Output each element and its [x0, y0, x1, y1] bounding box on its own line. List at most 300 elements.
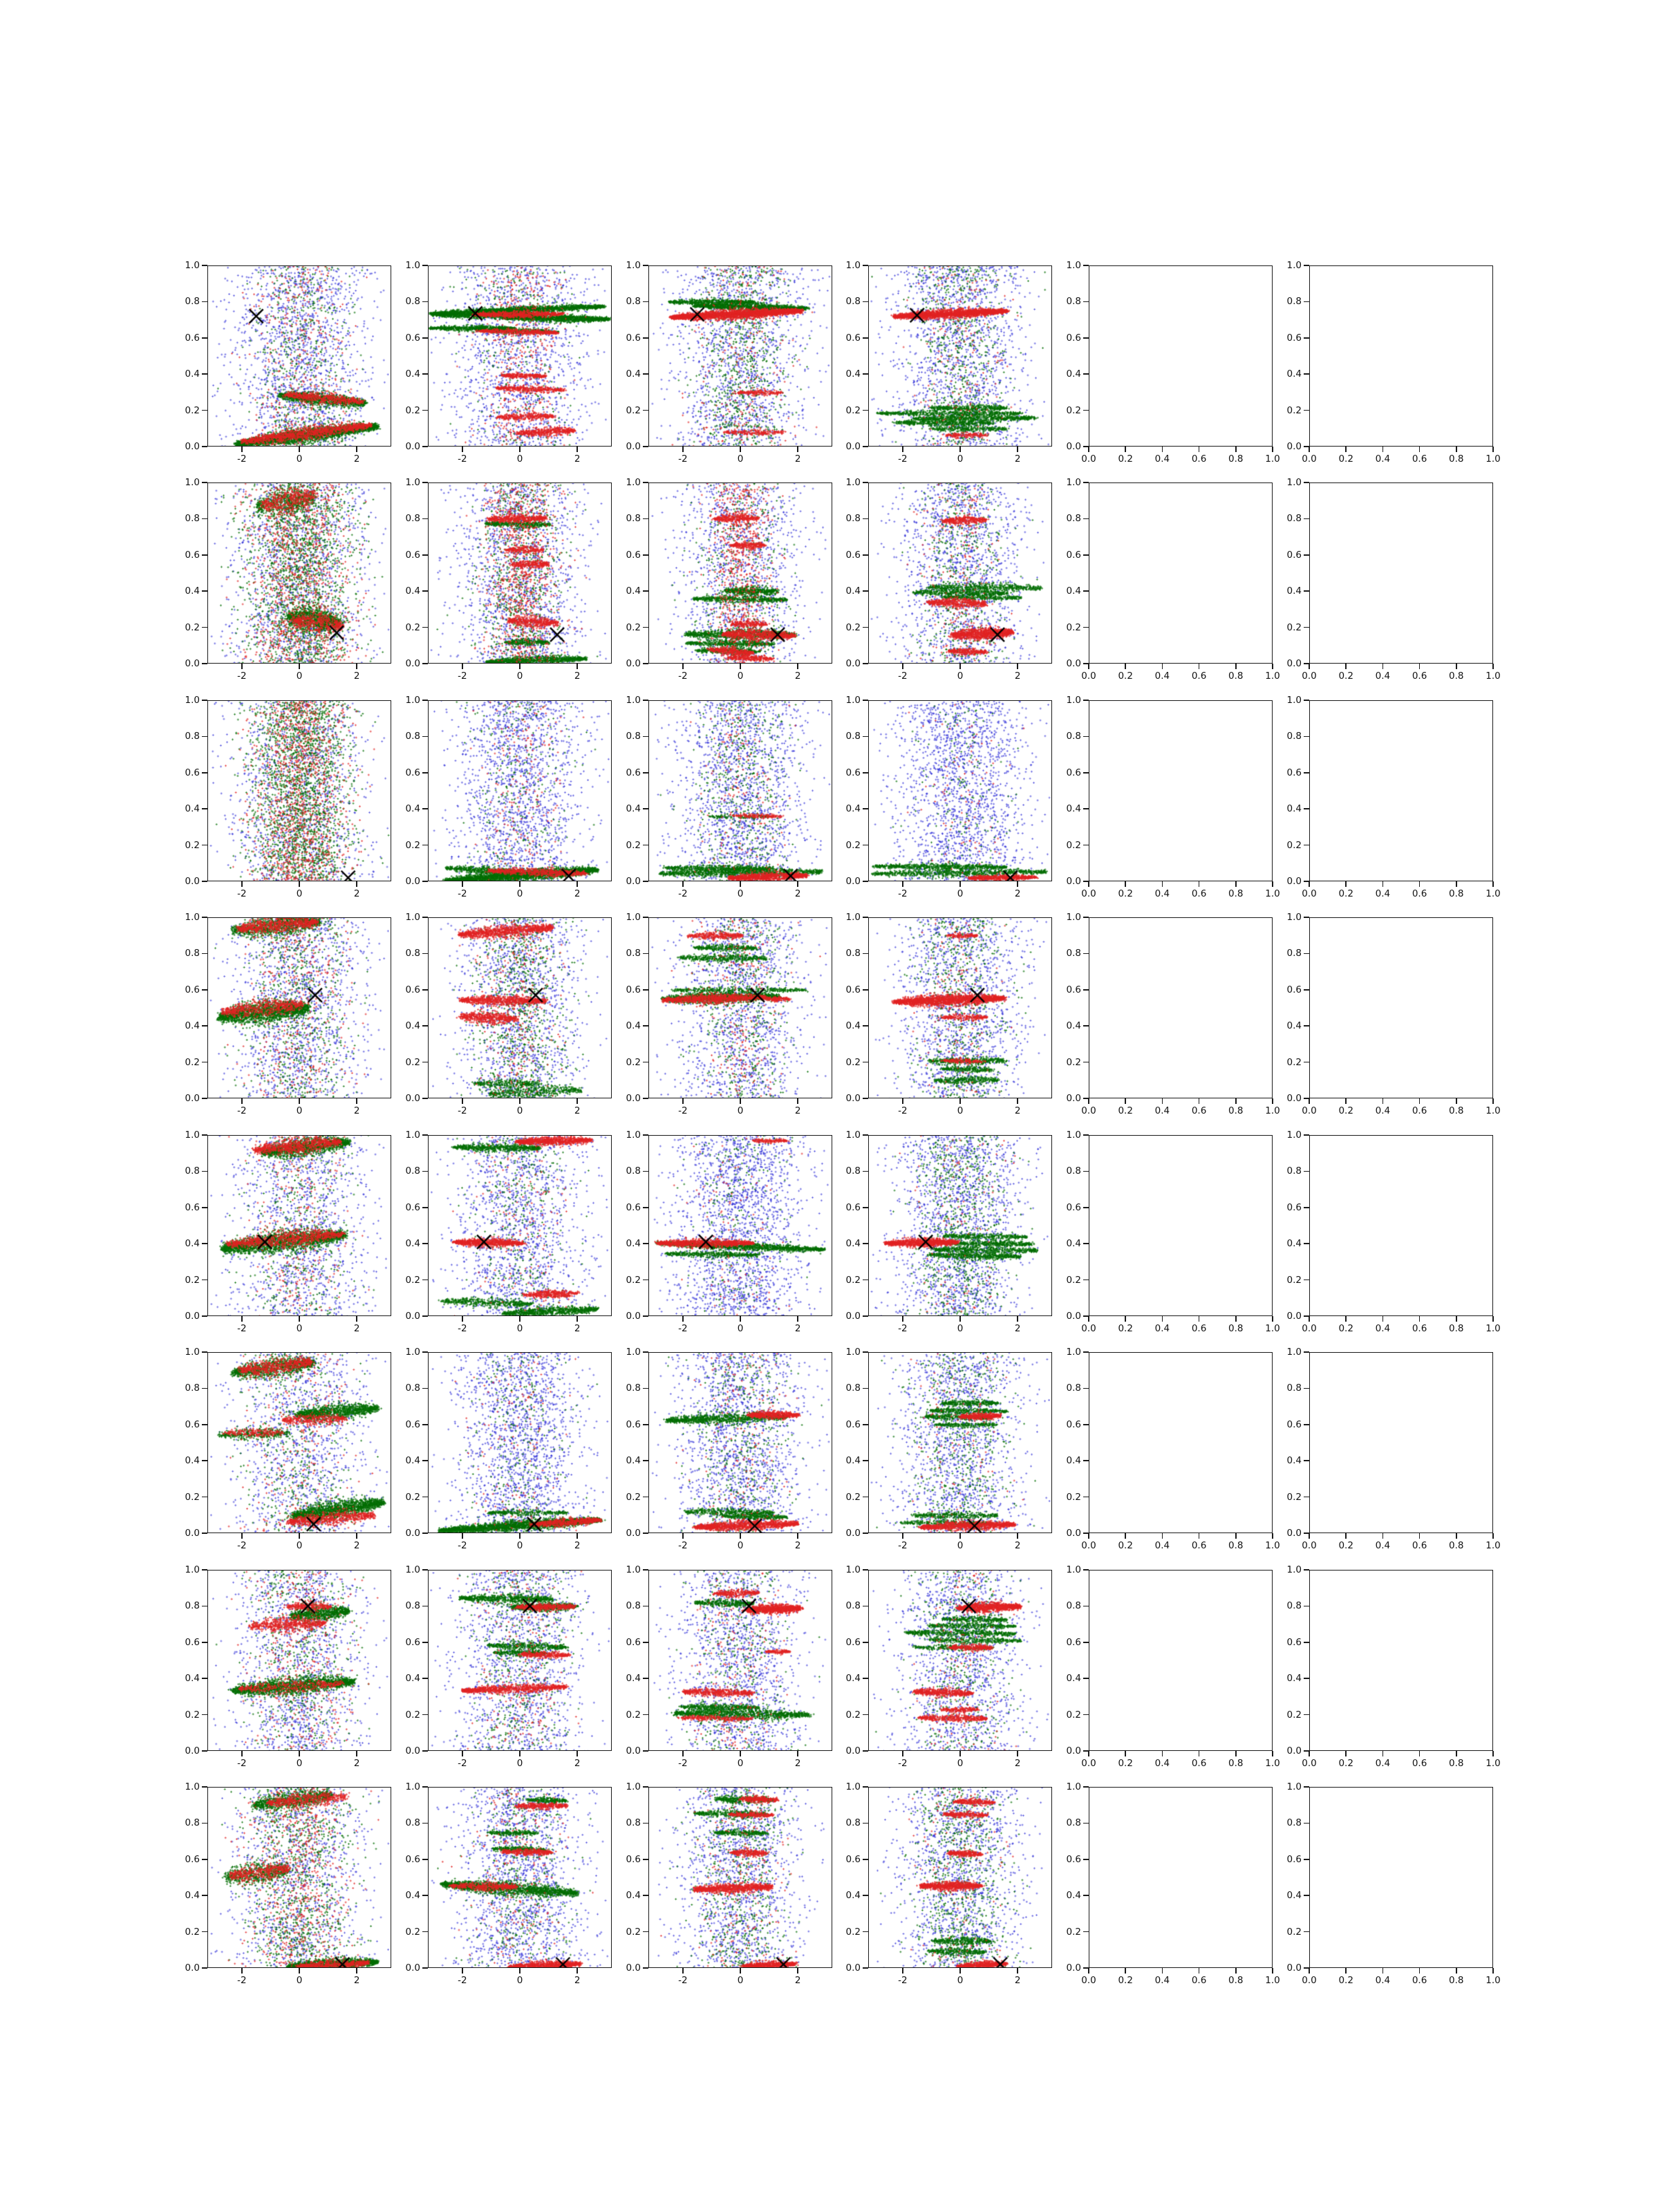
y-tick-mark [422, 1134, 428, 1136]
y-tick-label: 0.4 [185, 803, 200, 815]
y-tick-mark [1304, 700, 1309, 701]
y-tick-mark [1083, 518, 1089, 520]
empty-plot-area [1309, 917, 1493, 1098]
y-tick-mark [422, 1931, 428, 1933]
y-tick-label: 0.0 [845, 1528, 861, 1539]
y-tick-label: 0.0 [185, 1528, 200, 1539]
x-tick-label: -2 [458, 1975, 467, 1986]
y-tick-label: 0.0 [626, 441, 641, 452]
y-tick-label: 0.2 [845, 621, 861, 633]
scatter-plot-area [648, 265, 832, 447]
y-tick-label: 0.0 [405, 876, 420, 887]
y-tick-mark [1083, 1171, 1089, 1172]
y-tick-mark [863, 1714, 868, 1716]
subplot-r6c6 [1286, 1347, 1501, 1551]
y-tick-label: 0.8 [1286, 1600, 1302, 1612]
y-tick-label: 0.8 [405, 1817, 420, 1829]
x-tick-label: 0 [516, 1105, 523, 1116]
y-tick-label: 1.0 [1286, 477, 1302, 488]
x-tick-mark [356, 1098, 357, 1104]
y-tick-label: 0.0 [185, 1745, 200, 1756]
empty-plot-area [1309, 1135, 1493, 1316]
y-tick-label: 0.2 [405, 1274, 420, 1286]
x-tick-label: 0.2 [1338, 888, 1353, 899]
y-tick-mark [643, 373, 648, 375]
empty-plot-area [1089, 1135, 1273, 1316]
x-tick-label: 0.8 [1228, 1540, 1244, 1551]
y-tick-label: 1.0 [185, 477, 200, 488]
y-tick-label: 1.0 [185, 1130, 200, 1141]
y-tick-mark [1304, 1243, 1309, 1244]
y-tick-mark [1304, 1424, 1309, 1425]
x-tick-label: 0.0 [1302, 1105, 1317, 1116]
y-tick-label: 0.0 [845, 658, 861, 669]
y-tick-mark [863, 1931, 868, 1933]
x-tick-label: 1.0 [1265, 1758, 1280, 1769]
x-tick-mark [1419, 447, 1421, 452]
scatter-plot-area [207, 265, 391, 447]
y-tick-mark [1083, 554, 1089, 556]
y-tick-label: 0.2 [845, 1491, 861, 1503]
y-tick-mark [202, 301, 207, 303]
y-tick-mark [863, 808, 868, 809]
x-tick-mark [1017, 881, 1018, 887]
y-tick-mark [1083, 1786, 1089, 1788]
x-tick-label: 1.0 [1485, 1323, 1501, 1334]
y-tick-mark [643, 1388, 648, 1389]
y-tick-label: 0.8 [845, 513, 861, 525]
y-tick-mark [1304, 265, 1309, 266]
scatter-plot-area [207, 1570, 391, 1751]
subplot-r8c1 [185, 1781, 391, 1986]
y-tick-mark [202, 1207, 207, 1208]
y-tick-label: 0.2 [845, 1274, 861, 1286]
y-tick-mark [863, 1171, 868, 1172]
y-tick-mark [643, 1098, 648, 1099]
y-tick-mark [422, 917, 428, 918]
empty-plot-area [1089, 265, 1273, 447]
x-tick-mark [1456, 1751, 1457, 1756]
subplot-r5c6 [1286, 1130, 1501, 1334]
x-tick-label: 2 [574, 453, 581, 465]
scatter-plot-area [207, 1787, 391, 1968]
subplot-r5c4 [845, 1130, 1052, 1334]
x-tick-label: 2 [574, 671, 581, 682]
y-tick-label: 0.2 [405, 839, 420, 851]
y-tick-label: 0.2 [405, 1491, 420, 1503]
y-tick-label: 0.2 [185, 1709, 200, 1721]
y-tick-mark [202, 808, 207, 809]
y-tick-mark [1083, 1931, 1089, 1933]
x-tick-mark [356, 664, 357, 669]
y-tick-label: 1.0 [405, 695, 420, 706]
x-tick-label: 0.6 [1191, 453, 1207, 465]
x-tick-label: 2 [574, 1323, 581, 1334]
y-tick-label: 0.8 [405, 948, 420, 959]
y-tick-label: 0.0 [1066, 876, 1081, 887]
x-tick-label: 2 [794, 888, 801, 899]
y-tick-label: 0.6 [1066, 1853, 1081, 1865]
subplot-r3c6 [1286, 695, 1501, 899]
scatter-plot-area [868, 1352, 1052, 1533]
y-tick-mark [643, 700, 648, 701]
subplot-r6c5 [1066, 1347, 1280, 1551]
x-tick-label: 1.0 [1485, 1105, 1501, 1116]
y-tick-mark [422, 1351, 428, 1353]
y-tick-mark [202, 917, 207, 918]
y-tick-mark [1304, 1351, 1309, 1353]
y-tick-mark [1304, 1497, 1309, 1498]
y-tick-label: 1.0 [845, 1781, 861, 1792]
x-tick-mark [1125, 1751, 1126, 1756]
y-tick-mark [863, 1823, 868, 1824]
y-tick-mark [863, 1062, 868, 1063]
y-tick-label: 0.4 [626, 1890, 641, 1902]
x-tick-mark [1309, 1316, 1310, 1322]
x-tick-label: 2 [1014, 453, 1021, 465]
y-tick-mark [422, 1243, 428, 1244]
x-tick-mark [356, 1533, 357, 1539]
y-tick-label: 0.6 [185, 1418, 200, 1430]
y-tick-mark [643, 1315, 648, 1317]
y-tick-label: 0.4 [1286, 1238, 1302, 1250]
scatter-plot-area [648, 1135, 832, 1316]
y-tick-label: 0.2 [1066, 1056, 1081, 1068]
y-tick-label: 0.2 [1286, 1709, 1302, 1721]
x-tick-label: 0.4 [1375, 1540, 1391, 1551]
y-tick-mark [643, 518, 648, 520]
scatter-plot-area [207, 482, 391, 664]
x-tick-label: 2 [1014, 1758, 1021, 1769]
x-tick-label: -2 [898, 1540, 908, 1551]
x-tick-label: 0.0 [1302, 671, 1317, 682]
y-tick-label: 0.8 [1286, 296, 1302, 308]
x-tick-label: -2 [898, 1105, 908, 1116]
y-tick-label: 0.8 [185, 1600, 200, 1612]
x-tick-mark [1125, 1968, 1126, 1974]
y-tick-label: 0.6 [845, 1201, 861, 1213]
y-tick-mark [1083, 1750, 1089, 1752]
empty-plot-area [1089, 1787, 1273, 1968]
y-tick-mark [643, 1750, 648, 1752]
x-tick-mark [682, 1533, 684, 1539]
y-tick-mark [1304, 337, 1309, 339]
x-tick-mark [1272, 1098, 1273, 1104]
x-tick-mark [1492, 1533, 1494, 1539]
x-tick-label: 1.0 [1265, 1975, 1280, 1986]
x-tick-mark [1345, 1751, 1347, 1756]
y-tick-mark [1083, 627, 1089, 628]
x-tick-mark [299, 664, 300, 669]
y-tick-mark [863, 845, 868, 846]
y-tick-label: 0.6 [1066, 332, 1081, 344]
x-tick-label: 0.0 [1081, 1323, 1096, 1334]
x-tick-mark [1235, 1751, 1237, 1756]
x-tick-label: 0 [516, 1758, 523, 1769]
y-tick-mark [202, 1062, 207, 1063]
x-tick-mark [682, 1098, 684, 1104]
y-tick-label: 0.0 [405, 441, 420, 452]
x-tick-mark [1382, 664, 1384, 669]
empty-plot-area [1309, 265, 1493, 447]
x-tick-mark [241, 1968, 243, 1974]
x-tick-mark [1456, 1968, 1457, 1974]
y-tick-label: 0.6 [626, 1636, 641, 1648]
y-tick-label: 0.8 [626, 1165, 641, 1177]
y-tick-mark [1083, 1497, 1089, 1498]
x-tick-mark [1088, 1751, 1089, 1756]
x-tick-mark [1492, 447, 1494, 452]
x-tick-mark [797, 881, 798, 887]
x-tick-mark [1199, 1533, 1200, 1539]
x-tick-label: 0.8 [1228, 888, 1244, 899]
y-tick-label: 0.4 [626, 1020, 641, 1032]
x-tick-mark [1309, 1968, 1310, 1974]
y-tick-label: 0.0 [185, 1962, 200, 1974]
x-tick-label: 0.0 [1081, 671, 1096, 682]
x-tick-label: -2 [237, 1323, 247, 1334]
x-tick-label: 0.0 [1081, 1975, 1096, 1986]
y-tick-label: 0.4 [1066, 368, 1081, 380]
y-tick-label: 0.0 [1066, 1745, 1081, 1756]
x-tick-mark [241, 1098, 243, 1104]
x-tick-label: 2 [353, 888, 360, 899]
y-tick-label: 0.8 [405, 731, 420, 742]
x-tick-label: 0.6 [1412, 671, 1427, 682]
y-tick-mark [202, 627, 207, 628]
y-tick-label: 0.6 [405, 1853, 420, 1865]
y-tick-label: 0.4 [1286, 1020, 1302, 1032]
x-tick-label: 0.2 [1338, 1105, 1353, 1116]
x-tick-mark [959, 1098, 961, 1104]
y-tick-mark [202, 1606, 207, 1607]
scatter-plot-area [207, 1135, 391, 1316]
y-tick-label: 0.8 [185, 513, 200, 525]
x-tick-mark [577, 1968, 578, 1974]
x-tick-label: -2 [678, 1758, 688, 1769]
y-tick-label: 0.0 [626, 658, 641, 669]
y-tick-label: 0.2 [1066, 1491, 1081, 1503]
x-tick-mark [462, 1316, 463, 1322]
y-tick-mark [202, 1569, 207, 1571]
x-tick-label: 0 [516, 453, 523, 465]
x-tick-mark [1419, 1968, 1421, 1974]
y-tick-mark [1083, 301, 1089, 303]
subplot-r2c3 [626, 477, 832, 682]
y-tick-mark [202, 989, 207, 991]
scatter-plot-area [868, 1570, 1052, 1751]
y-tick-label: 0.2 [1286, 621, 1302, 633]
x-tick-label: 0.4 [1375, 671, 1391, 682]
x-tick-mark [1309, 1751, 1310, 1756]
y-tick-label: 0.6 [405, 767, 420, 778]
x-tick-mark [356, 1316, 357, 1322]
y-tick-label: 0.0 [626, 876, 641, 887]
y-tick-label: 0.8 [1066, 1817, 1081, 1829]
subplot-r5c3 [626, 1130, 832, 1334]
y-tick-mark [1304, 1823, 1309, 1824]
y-tick-mark [1083, 917, 1089, 918]
y-tick-mark [643, 953, 648, 955]
x-tick-mark [462, 1098, 463, 1104]
x-tick-mark [1162, 447, 1163, 452]
y-tick-label: 0.6 [1286, 332, 1302, 344]
y-tick-label: 0.2 [626, 621, 641, 633]
x-tick-label: -2 [237, 1540, 247, 1551]
x-tick-label: 2 [794, 1323, 801, 1334]
y-tick-label: 0.4 [626, 585, 641, 597]
x-tick-mark [1345, 664, 1347, 669]
subplot-r1c1 [185, 260, 391, 465]
y-tick-mark [202, 1931, 207, 1933]
x-tick-label: -2 [458, 1540, 467, 1551]
x-tick-mark [1456, 664, 1457, 669]
y-tick-mark [422, 1424, 428, 1425]
y-tick-label: 1.0 [1066, 695, 1081, 706]
y-tick-label: 0.4 [405, 803, 420, 815]
y-tick-label: 1.0 [405, 912, 420, 923]
x-tick-label: 0.2 [1118, 1323, 1133, 1334]
subplot-r7c3 [626, 1564, 832, 1769]
y-tick-label: 1.0 [1066, 260, 1081, 271]
y-tick-label: 0.0 [1066, 1962, 1081, 1974]
x-tick-mark [299, 1533, 300, 1539]
x-tick-mark [299, 1751, 300, 1756]
x-tick-label: 0.2 [1118, 453, 1133, 465]
y-tick-mark [863, 663, 868, 664]
y-tick-label: 0.2 [1286, 1056, 1302, 1068]
y-tick-mark [643, 1533, 648, 1534]
subplot-r2c6 [1286, 477, 1501, 682]
x-tick-label: 0.2 [1118, 671, 1133, 682]
y-tick-label: 0.6 [185, 984, 200, 995]
y-tick-label: 0.0 [1286, 876, 1302, 887]
y-tick-label: 0.8 [1066, 1382, 1081, 1394]
y-tick-label: 0.4 [1066, 1238, 1081, 1250]
x-tick-label: 0.4 [1154, 888, 1170, 899]
scatter-plot-area [648, 1570, 832, 1751]
x-tick-label: 2 [574, 1758, 581, 1769]
subplot-r1c5 [1066, 260, 1280, 465]
y-tick-label: 0.2 [845, 404, 861, 416]
subplot-r7c6 [1286, 1564, 1501, 1769]
y-tick-label: 0.0 [1286, 1745, 1302, 1756]
y-tick-mark [422, 1606, 428, 1607]
x-tick-mark [241, 881, 243, 887]
x-tick-label: 0.2 [1118, 888, 1133, 899]
y-tick-label: 0.4 [1286, 1890, 1302, 1902]
y-tick-label: 1.0 [1066, 1781, 1081, 1792]
x-tick-label: -2 [898, 453, 908, 465]
y-tick-mark [643, 1025, 648, 1027]
y-tick-mark [202, 1424, 207, 1425]
subplot-r4c2 [405, 912, 612, 1116]
y-tick-mark [202, 1642, 207, 1643]
scatter-plot-area [648, 917, 832, 1098]
scatter-plot-area [428, 482, 612, 664]
x-tick-label: 0.8 [1449, 1323, 1464, 1334]
y-tick-mark [422, 1714, 428, 1716]
y-tick-mark [1083, 482, 1089, 483]
x-tick-label: 0 [737, 888, 744, 899]
scatter-plot-area [428, 700, 612, 881]
x-tick-mark [902, 1968, 903, 1974]
x-tick-mark [1125, 881, 1126, 887]
x-tick-mark [1088, 447, 1089, 452]
y-tick-mark [643, 1351, 648, 1353]
y-tick-label: 0.0 [845, 876, 861, 887]
y-tick-label: 1.0 [1286, 912, 1302, 923]
subplot-r6c3 [626, 1347, 832, 1551]
subplot-r4c1 [185, 912, 391, 1116]
x-tick-mark [1492, 1316, 1494, 1322]
y-tick-mark [202, 881, 207, 882]
y-tick-label: 0.8 [1286, 1382, 1302, 1394]
y-tick-label: 0.4 [1286, 803, 1302, 815]
x-tick-label: -2 [898, 1323, 908, 1334]
y-tick-label: 0.4 [626, 1673, 641, 1685]
x-tick-label: -2 [458, 1323, 467, 1334]
y-tick-label: 0.0 [405, 658, 420, 669]
x-tick-mark [1162, 1751, 1163, 1756]
x-tick-mark [902, 881, 903, 887]
y-tick-mark [1304, 1895, 1309, 1896]
y-tick-mark [1083, 1895, 1089, 1896]
y-tick-mark [202, 265, 207, 266]
y-tick-label: 0.6 [626, 1853, 641, 1865]
x-tick-mark [1382, 1316, 1384, 1322]
y-tick-label: 1.0 [1286, 1347, 1302, 1358]
y-tick-mark [863, 1315, 868, 1317]
y-tick-mark [422, 736, 428, 738]
y-tick-label: 0.6 [845, 984, 861, 995]
y-tick-label: 0.6 [1066, 767, 1081, 778]
x-tick-mark [902, 1533, 903, 1539]
y-tick-mark [1083, 1280, 1089, 1281]
x-tick-label: 2 [794, 1540, 801, 1551]
x-tick-mark [1088, 1968, 1089, 1974]
x-tick-mark [1309, 664, 1310, 669]
y-tick-label: 0.6 [845, 1418, 861, 1430]
y-tick-mark [863, 1533, 868, 1534]
y-tick-label: 0.6 [626, 984, 641, 995]
y-tick-label: 0.4 [845, 1455, 861, 1467]
y-tick-label: 0.0 [1286, 1093, 1302, 1104]
x-tick-label: 0.0 [1302, 888, 1317, 899]
x-tick-mark [1382, 1751, 1384, 1756]
x-tick-mark [1272, 447, 1273, 452]
x-tick-label: 1.0 [1265, 1323, 1280, 1334]
subplot-r4c6 [1286, 912, 1501, 1116]
x-tick-mark [902, 1098, 903, 1104]
x-tick-mark [1492, 1968, 1494, 1974]
x-tick-mark [1162, 1968, 1163, 1974]
y-tick-mark [1304, 1642, 1309, 1643]
x-tick-label: 1.0 [1485, 453, 1501, 465]
y-tick-label: 1.0 [845, 1347, 861, 1358]
y-tick-label: 0.2 [1286, 1491, 1302, 1503]
x-tick-label: 0.6 [1191, 1758, 1207, 1769]
y-tick-label: 0.8 [1066, 1600, 1081, 1612]
y-tick-mark [1304, 1678, 1309, 1679]
y-tick-label: 0.0 [626, 1528, 641, 1539]
x-tick-mark [356, 1968, 357, 1974]
empty-plot-area [1309, 1352, 1493, 1533]
y-tick-label: 0.8 [626, 513, 641, 525]
y-tick-mark [422, 1823, 428, 1824]
x-tick-label: 2 [353, 1758, 360, 1769]
y-tick-label: 0.6 [185, 1636, 200, 1648]
